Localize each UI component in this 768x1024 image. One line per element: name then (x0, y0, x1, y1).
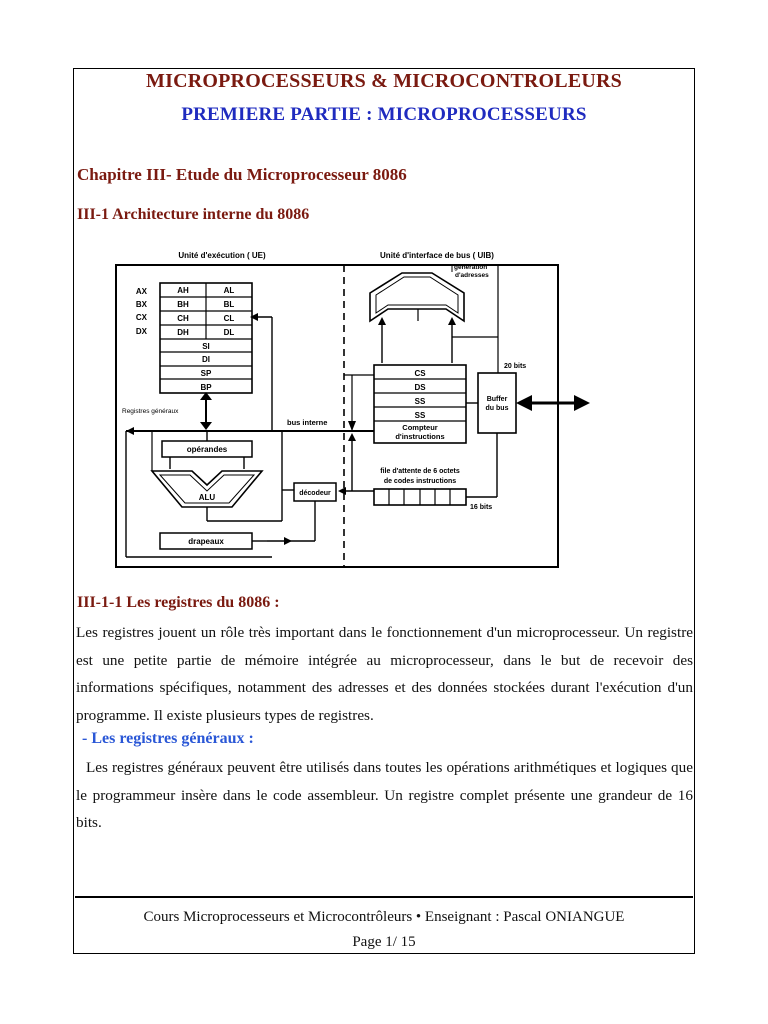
reg-low: BL (223, 300, 235, 309)
paragraph-registres-generaux: Les registres généraux peuvent être utilisés dans toutes les opérations arithmétiques et logiques que le programmeur insère dans le code assembleur. Un registre complet présente une grandeur de 16 bits. (76, 759, 693, 831)
chapter-heading: Chapitre III- Etude du Microprocesseur 8086 (77, 165, 407, 184)
reg-high: DH (177, 328, 189, 337)
alu-label: ALU (198, 493, 216, 502)
compteur-label: Compteur (402, 423, 438, 432)
subsection-heading: III-1-1 Les registres du 8086 : (77, 594, 280, 611)
footer-course: Cours Microprocesseurs et Microcontrôleurs • Enseignant : Pascal ONIANGUE (143, 909, 625, 925)
adresses-label: d'adresses (455, 272, 489, 279)
section-heading: III-1 Architecture interne du 8086 (77, 206, 310, 223)
address-generator (370, 273, 464, 321)
reg-name: DX (135, 327, 147, 336)
reg-high: CH (177, 314, 189, 323)
index-reg: SP (200, 369, 212, 378)
reg-high: AH (177, 286, 189, 295)
du-bus-label: du bus (485, 405, 509, 412)
index-reg: DI (202, 355, 210, 364)
registres-generaux-label: Registres généraux (122, 408, 179, 415)
segment-reg: SS (414, 411, 426, 420)
footer-rule (75, 896, 693, 898)
queue-label-2: de codes instructions (383, 478, 457, 485)
reg-name: CX (135, 313, 147, 322)
reg-name: AX (135, 287, 147, 296)
bits20-label: 20 bits (504, 363, 527, 370)
footer-page-number: Page 1/ 15 (352, 934, 416, 950)
document-title: MICROPROCESSEURS & MICROCONTROLEURS (146, 70, 622, 92)
ue-title: Unité d'exécution ( UE) (178, 251, 266, 260)
index-reg: BP (200, 383, 212, 392)
document-subtitle: PREMIERE PARTIE : MICROPROCESSEURS (181, 104, 587, 125)
instructions-label: d'instructions (395, 432, 445, 441)
segment-reg: DS (414, 383, 426, 392)
bus-interne-label: bus interne (287, 418, 328, 427)
operandes-label: opérandes (186, 445, 228, 454)
architecture-diagram (112, 245, 592, 575)
uib-title: Unité d'interface de bus ( UIB) (380, 251, 494, 260)
segment-reg: CS (414, 369, 426, 378)
reg-low: CL (223, 314, 235, 323)
paragraph-registres: Les registres jouent un rôle très important dans le fonctionnement d'un microprocesseur. Un registre est une petite partie de mémoire intégrée au microprocesseur, dans le but de recevoir des informations spécifiques, notamment des adresses et des données stockées durant l'exécution d'un programme. Il existe plusieurs types de registres. (76, 624, 693, 724)
bullet-heading: - Les registres généraux : (82, 730, 254, 747)
segment-reg: SS (414, 397, 426, 406)
index-reg: SI (202, 342, 210, 351)
decodeur-label: décodeur (299, 490, 331, 497)
buffer-label: Buffer (486, 396, 508, 403)
generation-label: génération (454, 264, 488, 271)
reg-low: AL (223, 286, 235, 295)
reg-name: BX (135, 300, 147, 309)
bits16-label: 16 bits (470, 504, 493, 511)
reg-high: BH (177, 300, 189, 309)
reg-low: DL (223, 328, 235, 337)
drapeaux-label: drapeaux (188, 537, 224, 546)
queue-label-1: file d'attente de 6 octets (380, 468, 460, 475)
bus-buffer-box (478, 373, 516, 433)
footer (75, 905, 693, 955)
